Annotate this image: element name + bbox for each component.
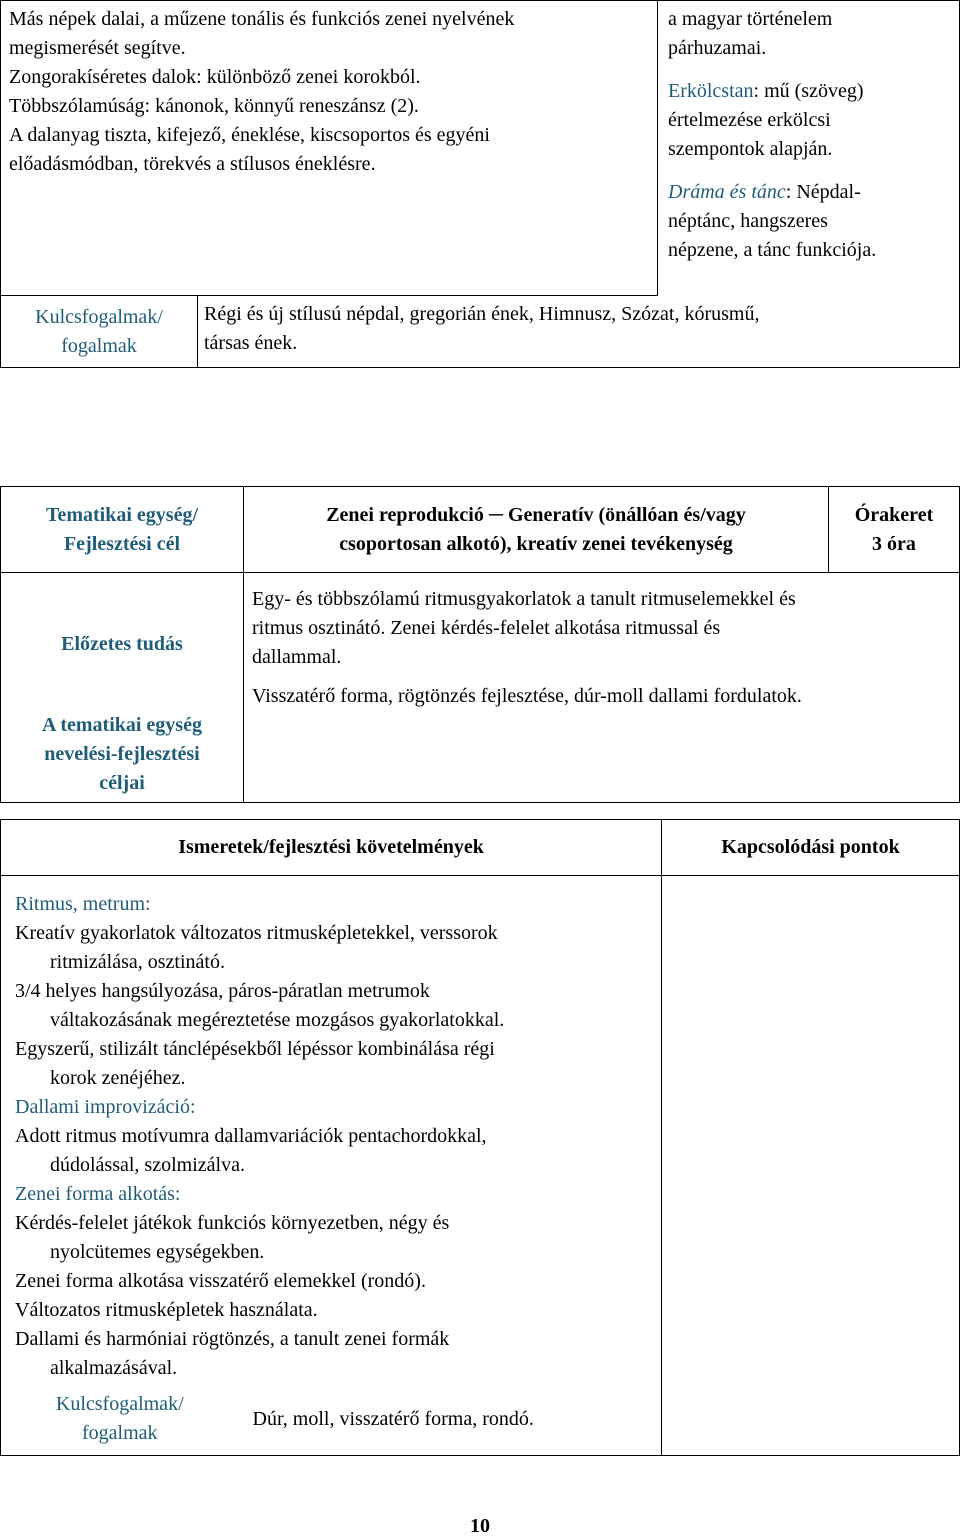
requirements-list [15,890,653,1383]
drama-text-3: népzene, a tánc funkciója. [668,239,877,261]
ethics-text-3: szempontok alapján. [668,138,833,160]
requirement-line: korok zenéjéhez. [50,1067,186,1089]
text-line: A dalanyag tiszta, kifejező, éneklése, kiscsoportos és egyéni [9,124,490,146]
requirement-line: Zenei forma alkotása visszatérő elemekkel (rondó). [15,1270,426,1292]
drama-text-2: néptánc, hangszeres [668,210,828,232]
goals-label [5,711,239,798]
text-line: Más népek dalai, a műzene tonális és funkciós zenei nyelvének [9,8,515,30]
requirement-line: Egyszerű, stilizált tánclépésekből lépéssor kombinálása régi [15,1038,495,1060]
unit-label-line: Tematikai egység/ [45,503,199,526]
requirements-header: Ismeretek/fejlesztési követelmények [1,820,662,876]
drama-connection [668,178,949,265]
ethics-label: Erkölcstan [668,80,754,102]
text-line: Többszólamúság: kánonok, könnyű reneszánsz (2). [9,95,419,117]
page-number: 10 [470,1515,490,1537]
unit-label-line: Fejlesztési cél [63,532,181,555]
drama-label: Dráma és tánc [668,181,786,203]
prior-knowledge-text [252,585,951,672]
key-label-line: Kulcsfogalmak/ [55,1393,184,1416]
hours-value: 3 óra [872,532,916,555]
drama-text-1: : Népdal- [785,181,861,203]
unit-header-table [0,486,960,803]
requirement-line: Adott ritmus motívumra dallamvariációk pentachordokkal, [15,1125,487,1147]
prior-text-line: dallammal. [252,646,342,668]
requirement-line: Változatos ritmusképletek használata. [15,1299,318,1321]
prior-goals-text-cell [244,573,960,803]
ethics-text-2: értelmezése erkölcsi [668,109,831,131]
ethics-text-1: : mű (szöveg) [753,80,864,102]
text-line: megismerését segítve. [9,37,186,59]
connections-content [662,876,960,1456]
key-text-line: Régi és új stílusú népdal, gregorián ének, Himnusz, Szózat, kórusmű, [204,303,760,325]
requirement-line: Kreatív gyakorlatok változatos ritmusképletekkel, verssorok [15,922,498,944]
requirements-table [0,819,960,1456]
connections-header: Kapcsolódási pontok [662,820,960,876]
requirement-line: Dallami és harmóniai rögtönzés, a tanult zenei formák [15,1328,450,1350]
requirement-line: dúdolással, szolmizálva. [50,1154,245,1176]
prior-text-line: ritmus osztinátó. Zenei kérdés-felelet alkotása ritmussal és [252,617,721,639]
text-line: előadásmódban, törekvés a stílusos éneklésre. [9,153,376,175]
unit-title-line: Zenei reprodukció ─ Generatív (önállóan és/vagy [326,503,746,526]
requirement-line: Kérdés-felelet játékok funkciós környezetben, négy és [15,1212,450,1234]
key-text: Dúr, moll, visszatérő forma, rondó. [252,1407,534,1430]
unit-title-line: csoportosan alkotó), kreatív zenei tevékenység [339,532,733,555]
key-label-line: fogalmak [61,334,137,357]
text-line: a magyar történelem [668,8,833,30]
text-line: párhuzamai. [668,37,767,59]
requirement-line: váltakozásának megéreztetése mozgásos gyakorlatokkal. [50,1009,505,1031]
key-concepts-text-2 [239,1384,662,1456]
key-concepts-text [198,296,960,368]
key-label-line: fogalmak [81,1422,158,1445]
requirement-line: 3/4 helyes hangsúlyozása, páros-páratlan metrumok [15,980,430,1002]
hours-label: Órakeret [854,503,934,526]
goals-label-line: nevelési-fejlesztési [44,743,200,765]
requirement-line: nyolcütemes egységekben. [50,1241,265,1263]
connections-cell [658,1,960,296]
section-heading: Zenei forma alkotás: [15,1183,181,1205]
requirement-line: alkalmazásával. [50,1357,178,1379]
goals-text: Visszatérő forma, rögtönzés fejlesztése, dúr-moll dallami fordulatok. [252,685,802,707]
key-label-line: Kulcsfogalmak/ [35,305,163,328]
key-concepts-label [1,296,198,368]
text-line: Zongorakíséretes dalok: különböző zenei korokból. [9,66,421,88]
history-text [668,5,949,63]
prior-knowledge-label: Előzetes tudás [61,632,183,655]
requirement-line: ritmizálása, osztinátó. [50,951,225,973]
ethics-connection [668,77,949,164]
prior-text-line: Egy- és többszólamú ritmusgyakorlatok a tanult ritmuselemekkel és [252,588,796,610]
requirements-content [1,876,662,1384]
section-heading: Dallami improvizáció: [15,1096,196,1118]
table-continuation [0,0,960,368]
key-text-line: társas ének. [204,332,298,354]
content-cell [1,1,658,296]
prior-goals-label-cell [1,573,244,803]
unit-label [1,487,244,573]
unit-title [244,487,829,573]
goals-label-line: A tematikai egység [42,714,202,736]
key-concepts-label-2 [1,1384,239,1456]
section-heading: Ritmus, metrum: [15,893,151,915]
song-material-text [9,5,649,179]
hours-cell [829,487,960,573]
goals-label-line: céljai [99,772,145,794]
